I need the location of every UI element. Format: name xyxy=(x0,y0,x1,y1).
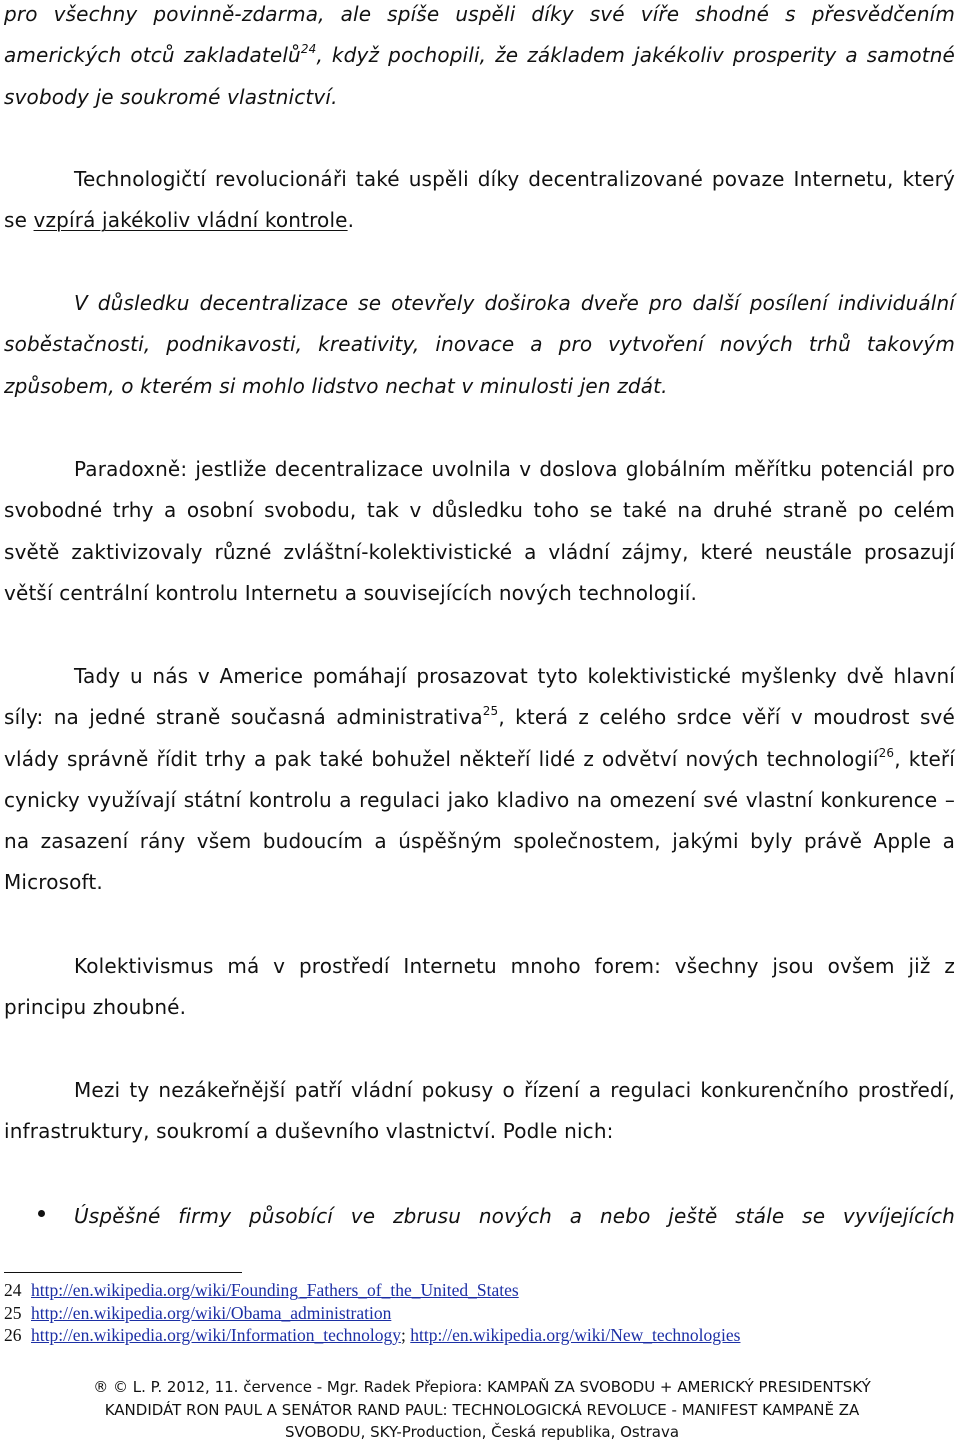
paragraph-1-link[interactable]: vzpírá jakékoliv vládní kontrole xyxy=(33,208,348,233)
footer-line-3: SVOBODU, SKY-Production, Česká republika, Ostrava xyxy=(284,1423,680,1441)
footnote-link[interactable]: http://en.wikipedia.org/wiki/Founding_Fathers_of_the_United_States xyxy=(31,1280,519,1300)
paragraph-0-text: pro všechny povinně-zdarma, ale spíše uspěli díky své víře shodné s přesvědčením amerických otců zakladatelů xyxy=(4,2,955,68)
paragraph-6-text: Mezi ty nezákeřnější patří vládní pokusy o řízení a regulaci konkurenčního prostředí, infrastruktury, soukromí a duševního vlastnictví. Podle nich: xyxy=(4,1078,955,1144)
paragraph-1-text: Technologičtí revolucionáři také uspěli díky decentralizované povaze Internetu, který se xyxy=(4,167,955,233)
footnote-number: 25 xyxy=(4,1302,22,1323)
footnote-separator-text: ; xyxy=(401,1325,411,1345)
footer-line-2: KANDIDÁT RON PAUL A SENÁTOR RAND PAUL: TECHNOLOGICKÁ REVOLUCE - MANIFEST KAMPANĚ ZA xyxy=(104,1400,860,1419)
page-footer xyxy=(10,1376,954,1444)
footnote-link[interactable]: http://en.wikipedia.org/wiki/Obama_administration xyxy=(31,1302,392,1323)
footer-line-1: ® © L. P. 2012, 11. července - Mgr. Radek Přepiora: KAMPAŇ ZA SVOBODU + AMERICKÝ PRESIDENTSKÝ xyxy=(93,1378,871,1396)
paragraph-0 xyxy=(4,0,955,118)
footnote-separator xyxy=(4,1272,242,1273)
paragraph-0-text-cont: , když pochopili, že základem jakékoliv prosperity a samotné svobody je soukromé vlastnictví. xyxy=(4,43,956,109)
footnote-25 xyxy=(4,1302,740,1325)
footnote-24 xyxy=(4,1279,740,1302)
footnote-number: 26 xyxy=(4,1325,22,1345)
footnote-26 xyxy=(4,1324,740,1347)
paragraph-3 xyxy=(4,449,955,614)
paragraph-2-text: V důsledku decentralizace se otevřely doširoka dveře pro další posílení individuální soběstačnosti, podnikavosti, kreativity, inovace a pro vytvoření nových trhů takovým způsobem, o kterém si mohlo lidstvo nechat v minulosti jen zdát. xyxy=(4,291,955,398)
bullet-item-1 xyxy=(74,1196,955,1237)
paragraph-4-text-cont: , která z celého srdce věří v moudrost své vlády správně řídit trhy a pak také bohužel někteří lidé z odvětví nových technologií xyxy=(4,705,955,771)
bullet-icon xyxy=(38,1210,45,1217)
footnote-link[interactable]: http://en.wikipedia.org/wiki/Information_technology xyxy=(31,1325,402,1345)
paragraph-3-text: Paradoxně: jestliže decentralizace uvolnila v doslova globálním měřítku potenciál pro svobodné trhy a osobní svobodu, tak v důsledku toho se také na druhé straně po celém světě zaktivizovaly různé zvláštní-kolektivistické a vládní zájmy, které neustále prosazují větší centrální kontrolu Internetu a souvisejících nových technologií. xyxy=(4,457,955,605)
footnote-ref-25[interactable]: 25 xyxy=(482,704,499,719)
paragraph-5-text: Kolektivismus má v prostředí Internetu mnoho forem: všechny jsou ovšem již z principu zhoubné. xyxy=(4,954,955,1020)
footnote-number: 24 xyxy=(4,1280,22,1300)
paragraph-6 xyxy=(4,1070,955,1153)
paragraph-1-end: . xyxy=(347,208,355,233)
footnote-link-2[interactable]: http://en.wikipedia.org/wiki/New_technologies xyxy=(410,1325,741,1345)
footnote-ref-26[interactable]: 26 xyxy=(878,745,895,760)
paragraph-4-text-end: , kteří cynicky využívají státní kontrolu a regulaci jako kladivo na omezení své vlastní konkurence – na zasazení rány všem budoucím a úspěšným společnostem, jakými byly právě Apple a Microsoft. xyxy=(4,746,956,895)
footnotes xyxy=(4,1279,740,1347)
paragraph-2 xyxy=(4,283,955,407)
paragraph-1 xyxy=(4,159,955,242)
footnote-ref-24[interactable]: 24 xyxy=(300,42,317,57)
bullet-item-1-text: Úspěšné firmy působící ve zbrusu nových a nebo ještě stále se vyvíjejících xyxy=(74,1204,955,1228)
paragraph-4 xyxy=(4,656,955,904)
paragraph-4-text: Tady u nás v Americe pomáhají prosazovat tyto kolektivistické myšlenky dvě hlavní síly: na jedné straně současná administrativa xyxy=(4,664,955,730)
paragraph-5 xyxy=(4,946,955,1029)
